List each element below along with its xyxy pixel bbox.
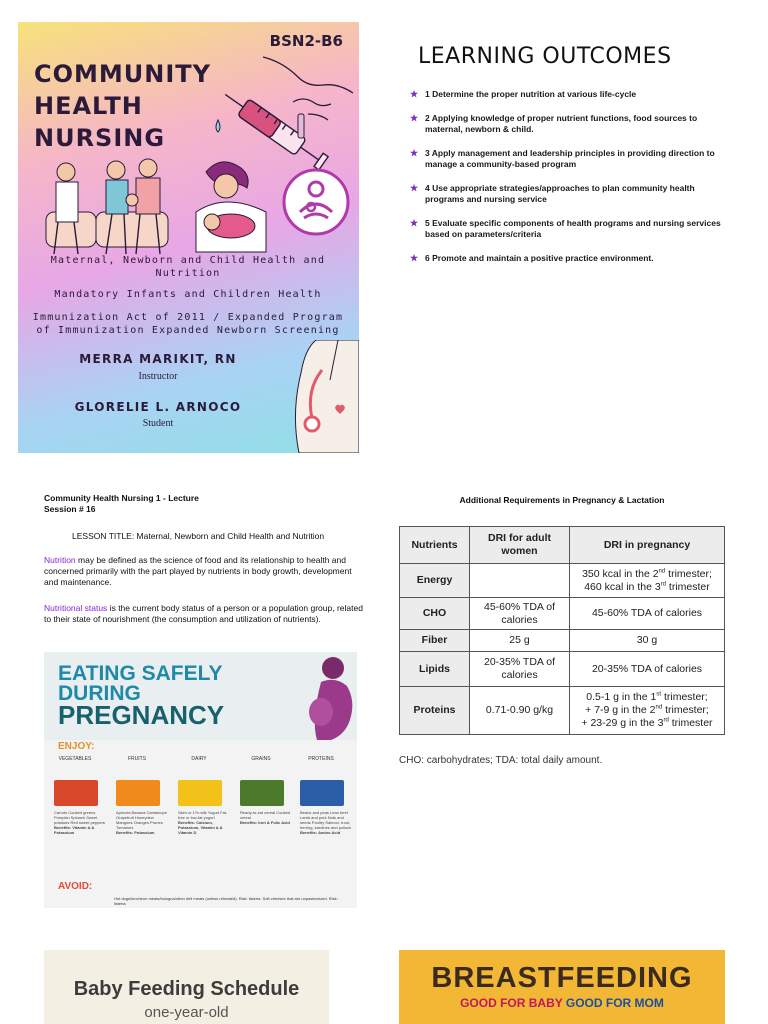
table-row (400, 598, 725, 630)
nutrient-cell: Proteins (400, 687, 470, 735)
nutrient-cell: CHO (400, 598, 470, 630)
star-bullet-icon: ★ (410, 217, 419, 228)
learning-outcomes-list (410, 89, 730, 264)
star-bullet-icon: ★ (410, 147, 419, 158)
cover-page (18, 22, 359, 453)
column-header: DRI in pregnancy (570, 527, 725, 564)
category-label: GRAINS (251, 756, 271, 762)
category-label: FRUITS (127, 756, 147, 762)
category-foods: Apricots Banana Cantaloupe Grapefruit Honeydew Mangoes Oranges Prunes Tomatoes Benefits: Potassium (116, 810, 167, 835)
poster-title-line-2: DURING (58, 682, 141, 705)
column-header: DRI for adult women (470, 527, 570, 564)
table-footnote: CHO: carbohydrates; TDA: total daily amount. (399, 755, 603, 766)
category-foods: Beans and peas Lean beef Lamb and pork Nuts and seeds Poultry Salmon, trout, herring, sardines and pollock Benefits: Amino Acid (300, 810, 352, 835)
table-row (400, 687, 725, 735)
adult-dri-cell: 25 g (470, 630, 570, 652)
nutrition-term: Nutrition (44, 555, 76, 565)
mother-child-emblem-icon (280, 166, 352, 238)
breastfeeding-subtitle: GOOD FOR BABY GOOD FOR MOM (460, 996, 664, 1010)
nutritional-status-definition: Nutritional status is the current body status of a person or a population group, related to their state of nourishment (the consumption and utilization of nutrients). (44, 603, 363, 624)
family-illustration (36, 152, 176, 262)
nutrient-cell: Lipids (400, 652, 470, 687)
nutrition-definition: Nutrition may be defined as the science of food and its relationship to health and concerned primarily with the part played by nutrients in body growth, development and maintenance. (44, 555, 352, 587)
pregnancy-dri-cell: 20-35% TDA of calories (570, 652, 725, 687)
category-label: VEGETABLES (58, 756, 92, 762)
doctor-coat-illustration (286, 340, 359, 453)
feeding-subtitle: one-year-old (144, 1004, 229, 1021)
poster-title-line-1: EATING SAFELY (58, 662, 223, 685)
student-name: GLORELIE L. ARNOCO (74, 400, 242, 414)
table-title: Additional Requirements in Pregnancy & Lactation (459, 495, 665, 505)
cover-subtitle-2: Mandatory Infants and Children Health (54, 289, 322, 300)
hand-illustration (253, 42, 359, 142)
breastfeeding-banner (399, 950, 725, 1024)
poster-title-line-3: PREGNANCY (58, 700, 225, 730)
category-foods: Carrots Cooked greens Pumpkin Spinach Sweet potatoes Red sweet peppers Benefits: Vitamin A & Potassium (54, 810, 105, 835)
dairy-tile-icon (178, 780, 222, 806)
list-item: ★ 4 Use appropriate strategies/approaches to plan community health programs and nursing service (410, 182, 695, 204)
nutrient-cell: Fiber (400, 630, 470, 652)
category-label: PROTEINS (308, 756, 334, 762)
star-bullet-icon: ★ (410, 182, 419, 193)
mother-baby-illustration (176, 152, 286, 262)
eating-safely-poster (44, 652, 357, 908)
course-name: Community Health Nursing 1 - Lecture (44, 493, 199, 503)
nutritional-status-term: Nutritional status (44, 603, 108, 613)
list-item: ★ 6 Promote and maintain a positive practice environment. (410, 252, 654, 263)
baby-feeding-banner (44, 950, 329, 1024)
table-row (400, 564, 725, 598)
table-row (400, 652, 725, 687)
cover-title: COMMUNITY HEALTH NURSING (34, 60, 212, 152)
instructor-name: MERRA MARIKIT, RN (79, 352, 237, 366)
cover-subtitle-3: Immunization Act of 2011 / Expanded Program of Immunization Expanded Newborn Screening (32, 312, 344, 336)
list-item: ★ 2 Applying knowledge of proper nutrient functions, food sources to maternal, newborn & child. (410, 112, 698, 134)
category-foods: Skim or 1% milk Yogurt Fat-free or low-fat yogurt Benefits: Calcium, Potassium, Vitamin A & Vitamin D (178, 810, 228, 835)
feeding-title: Baby Feeding Schedule (73, 978, 300, 1000)
breastfeeding-title: BREASTFEEDING (431, 962, 693, 994)
avoid-text: Hot dogs/luncheon meats/bologna/other deli meats (unless reheated). Risk: listeria. Soft cheeses that are unpasteurized. Risk: listeria (114, 896, 338, 906)
session-number: Session # 16 (44, 504, 96, 514)
fruits-tile-icon (116, 780, 160, 806)
list-item: ★ 3 Apply management and leadership principles in providing direction to manage a community-based program (410, 147, 715, 169)
cover-subtitle-1: Maternal, Newborn and Child Health and Nutrition (50, 255, 326, 279)
column-header: Nutrients (400, 527, 470, 564)
star-bullet-icon: ★ (410, 112, 419, 123)
star-bullet-icon: ★ (410, 89, 419, 99)
pregnancy-dri-cell: 30 g (570, 630, 725, 652)
category-label: DAIRY (191, 756, 207, 762)
list-item: ★ 5 Evaluate specific components of health programs and nursing services based on parameters/criteria (410, 217, 721, 239)
pregnancy-dri-cell: 45-60% TDA of calories (570, 598, 725, 630)
adult-dri-cell: 45-60% TDA of calories (470, 598, 570, 630)
table-row (400, 630, 725, 652)
star-bullet-icon: ★ (410, 252, 419, 263)
pregnant-woman-illustration (299, 652, 357, 740)
instructor-role: Instructor (138, 371, 178, 382)
enjoy-label: ENJOY: (58, 741, 95, 752)
category-foods: Ready-to-eat cereal Cooked cereal Benefits: Iron & Folic Acid (240, 810, 291, 825)
adult-dri-cell: 0.71-0.90 g/kg (470, 687, 570, 735)
pregnancy-dri-cell: 0.5-1 g in the 1st trimester; + 7-9 g in the 2nd trimester; + 23-29 g in the 3rd trimester (570, 687, 725, 735)
proteins-tile-icon (300, 780, 344, 806)
adult-dri-cell (470, 564, 570, 598)
learning-outcomes-title: LEARNING OUTCOMES (418, 44, 672, 69)
student-role: Student (142, 418, 174, 429)
class-code: BSN2-B6 (269, 32, 343, 50)
dri-table (399, 526, 725, 735)
lesson-title: LESSON TITLE: Maternal, Newborn and Child Health and Nutrition (72, 531, 325, 541)
avoid-label: AVOID: (58, 881, 93, 892)
vegetables-tile-icon (54, 780, 98, 806)
table-header-row (400, 527, 725, 564)
grains-tile-icon (240, 780, 284, 806)
lecture-header (44, 493, 199, 515)
nutrient-cell: Energy (400, 564, 470, 598)
pregnancy-dri-cell: 350 kcal in the 2nd trimester; 460 kcal in the 3rd trimester (570, 564, 725, 598)
adult-dri-cell: 20-35% TDA of calories (470, 652, 570, 687)
list-item: ★ 1 Determine the proper nutrition at various life-cycle (410, 89, 637, 99)
